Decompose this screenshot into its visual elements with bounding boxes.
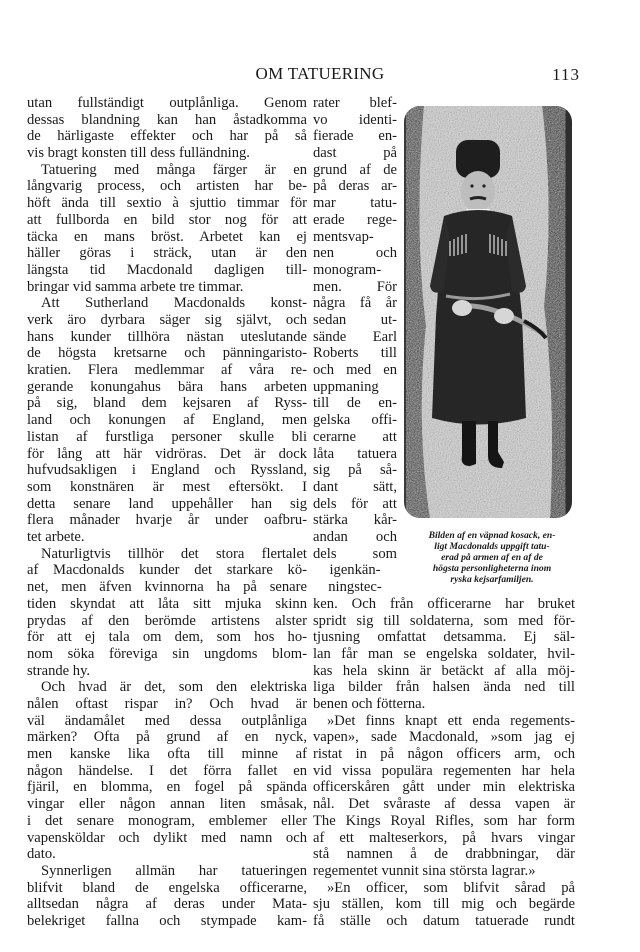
text-line: på sig, bland dem kejsaren af Ryss- — [27, 395, 307, 412]
text-line: som konstnären är mest eftersökt. I — [27, 478, 307, 495]
text-line: gelska offi- — [313, 412, 397, 429]
text-line: de härligaste effekter och har på så — [27, 128, 307, 145]
text-line: Roberts till — [313, 345, 397, 362]
text-line: ken. Och från officerarne har bruket — [313, 595, 575, 612]
text-line: de högsta kretsarne och pänningaristo- — [27, 345, 307, 362]
running-title: OM TATUERING — [255, 64, 385, 83]
text-line: ningstec- — [328, 579, 382, 596]
text-line: af ett malteserkors, på hvars vingar — [313, 829, 575, 846]
text-line: utan fullständigt outplånliga. Genom — [27, 95, 307, 111]
text-line: blifvit bland de engelska officerarne, — [27, 879, 307, 896]
text-line: märken? Ofta på grund af en nyck, — [27, 729, 307, 746]
text-line: dato. — [27, 846, 56, 863]
caption-line: högsta personligheterna inom — [432, 563, 552, 574]
text-line: cerarne att — [313, 428, 397, 445]
text-line: monogram- — [313, 261, 382, 278]
text-line: längsta tid Macdonald dagligen till- — [27, 261, 307, 278]
paragraph-start: Tatuering med många färger är en — [41, 161, 307, 178]
paragraph-start: Och hvad är det, som den elektriska — [41, 679, 307, 696]
page-header — [0, 64, 640, 86]
text-line: höft ända till sextio à sjuttio timmar för — [27, 195, 307, 212]
text-line: land och konungen af England, men — [27, 412, 307, 429]
text-line: mar tatu- — [313, 195, 397, 212]
text-line: prydas af den berömde artistens alster — [27, 612, 307, 629]
text-line: liga bilder från halsen ända ned till — [313, 679, 575, 696]
text-line: vis bragt konsten till dess fulländning. — [27, 145, 250, 162]
text-line: spridt sig till soldaterna, som med för- — [313, 612, 575, 629]
text-line: net, men äfven kvinnorna ha på senare — [27, 579, 307, 596]
text-line: listan af furstliga personer skulle bli — [27, 428, 307, 445]
caption-line: erad på armen af en af de — [441, 552, 543, 563]
text-line: till de en- — [313, 395, 397, 412]
text-line: hans kunder tillhöra nästan uteslutande — [27, 328, 307, 345]
text-line: verk äro dyrbara säger sig självt, och — [27, 312, 307, 329]
text-line: dant sätt, — [313, 478, 397, 495]
text-line: nom söka föreviga sin ungdoms blom- — [27, 645, 307, 662]
text-line: belekriget fallna och stympade kam- — [27, 913, 307, 929]
text-line: igenkän- — [329, 562, 381, 579]
paragraph-start: Att Sutherland Macdonalds konst- — [41, 295, 307, 312]
text-line: mentsvap- — [313, 228, 374, 245]
text-line: att fullborda en bild stor nog för att — [27, 211, 307, 228]
text-line: lan får man se engelska soldater, hvil- — [313, 645, 575, 662]
text-line: uppmaning — [313, 378, 379, 395]
text-line: bringar vid samma arbete tre timmar. — [27, 278, 244, 295]
text-line: erade rege- — [313, 211, 397, 228]
text-line: grund af de — [313, 161, 397, 178]
text-line: fierade en- — [313, 128, 397, 145]
text-line: långvarig process, och artisten har be- — [27, 178, 307, 195]
text-line: nen och — [313, 245, 397, 262]
paragraph-start: Synnerligen allmän har tatueringen — [41, 862, 307, 879]
text-line: detta senare land uppehåller han sig — [27, 495, 307, 512]
text-line: alltsedan några af deras under Mata- — [27, 896, 307, 913]
text-line: för att ej tala om dem, som hos ho- — [27, 629, 307, 646]
text-line: andan och — [313, 529, 397, 546]
text-line: på deras ar- — [313, 178, 397, 195]
text-line: dels som — [313, 545, 397, 562]
text-line: vapen», sade Macdonald, »som jag ej — [313, 729, 575, 746]
text-line: i det senare monogram, emblemer eller — [27, 812, 307, 829]
cossack-photograph — [404, 106, 572, 518]
text-line: dast på — [313, 145, 397, 162]
text-line: kas hela skinn är betäckt af alla möj- — [313, 662, 575, 679]
text-line: väl ändamålet med dessa outplånliga — [27, 712, 307, 729]
paragraph-start: »En officer, som blifvit sårad på — [327, 879, 575, 896]
text-line: sände Earl — [313, 328, 397, 345]
text-line: strande hy. — [27, 662, 91, 679]
text-line: täcka en mans bröst. Arbetet kan ej — [27, 228, 307, 245]
text-line: flera månader hvarje år under oafbru- — [27, 512, 307, 529]
text-line: sju ställen, kom till mig och begärde — [313, 896, 575, 913]
text-line: sedan ut- — [313, 312, 397, 329]
text-line: vid vissa populära regementen har hela — [313, 762, 575, 779]
text-line: dessas blandning kan han åstadkomma — [27, 111, 307, 128]
text-line: nålen oftast rispar in? Och hvad är — [27, 695, 307, 712]
paragraph-start: »Det finns knapt ett enda regements- — [327, 712, 575, 729]
text-line: fjäril, en blomma, en fogel på spända — [27, 779, 307, 796]
text-line: benen och fötterna. — [313, 695, 426, 712]
text-line: häller göras i sträck, utan är den — [27, 245, 307, 262]
text-line: af Macdonalds kunder det starkare kö- — [27, 562, 307, 579]
caption-line: Bilden af en väpnad kosack, en- — [428, 530, 556, 541]
figure-caption — [408, 530, 576, 585]
text-line: tet arbete. — [27, 529, 85, 546]
text-line: några få år — [313, 295, 397, 312]
text-line: hufvudsakligen i England och Ryssland, — [27, 462, 307, 479]
text-line: men. För — [313, 278, 397, 295]
text-line: få ställe och datum tatuerade rundt — [313, 913, 575, 929]
text-line: tiden skyndat att låta sitt mjuka skinn — [27, 595, 307, 612]
text-line: någon händelse. I det förra fallet en — [27, 762, 307, 779]
text-line: rater blef- — [313, 95, 397, 111]
text-line: tjusning omfattat detsamma. Ej säl- — [313, 629, 575, 646]
text-line: men kanske lika ofta till minne af — [27, 746, 307, 763]
caption-line: ryska kejsarfamiljen. — [450, 574, 534, 585]
text-line: regementet vunnit sina största lagrar.» — [313, 862, 536, 879]
text-line: The Kings Royal Rifles, som har form — [313, 812, 575, 829]
text-line: ristat in på någon officers arm, och — [313, 746, 575, 763]
text-line: dels för att — [313, 495, 397, 512]
page-number: 113 — [552, 65, 580, 84]
text-line: för lång att här vidröras. Det är dock — [27, 445, 307, 462]
paragraph-start: Naturligtvis tillhör det stora flertalet — [41, 545, 307, 562]
text-line: officerskåren gått under min elektriska — [313, 779, 575, 796]
text-line: sig på så- — [313, 462, 397, 479]
text-line: och med en — [313, 362, 397, 379]
text-line: vapensköldar och dylikt med namn och — [27, 829, 307, 846]
text-line: stärka kår- — [313, 512, 397, 529]
text-line: låta tatuera — [313, 445, 397, 462]
text-line: stå namnen å de drabbningar, där — [313, 846, 575, 863]
text-line: vingar eller någon annan liten småsak, — [27, 796, 307, 813]
text-line: gerande konungahus bära hans arbeten — [27, 378, 307, 395]
caption-line: ligt Macdonalds uppgift tatu- — [434, 541, 550, 552]
text-line: nål. Det svåraste af dessa vapen är — [313, 796, 575, 813]
text-line: vo identi- — [313, 111, 397, 128]
text-line: kratien. Flera medlemmar af våra re- — [27, 362, 307, 379]
cossack-figure-image — [404, 106, 572, 518]
